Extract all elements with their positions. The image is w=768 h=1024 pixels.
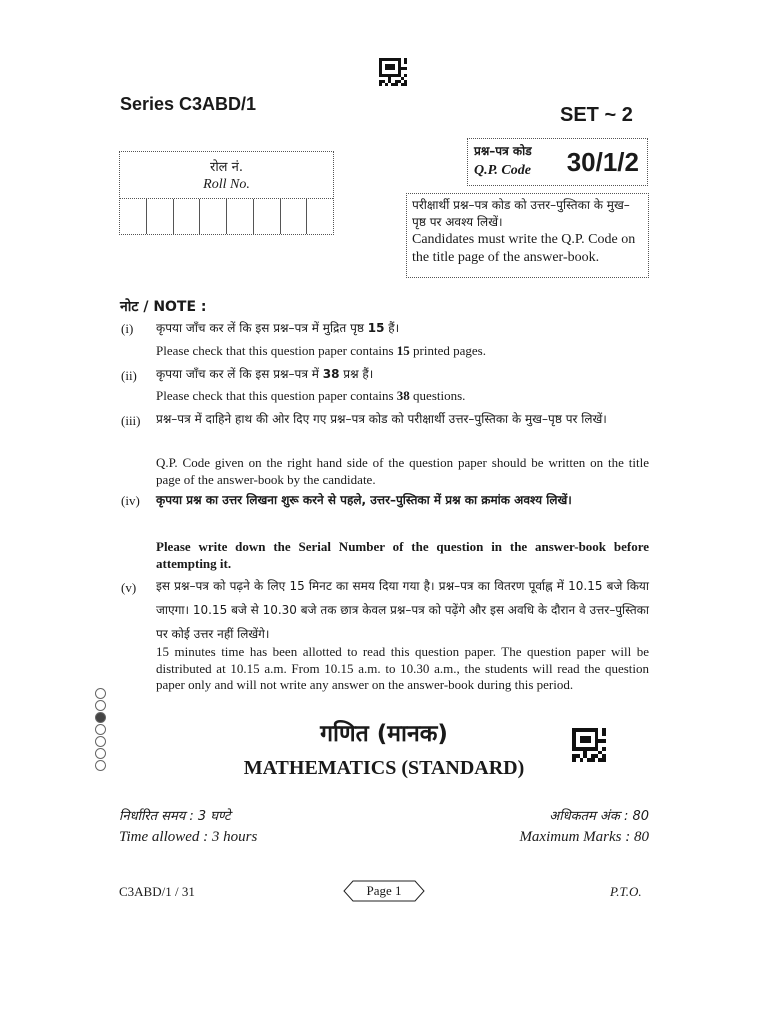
subject-title-english: MATHEMATICS (STANDARD) <box>243 757 525 779</box>
roll-cell[interactable] <box>200 199 227 234</box>
note-count: 38 <box>396 388 410 403</box>
qp-label-hindi: प्रश्न–पत्र कोड <box>474 144 532 158</box>
note-text: questions. <box>409 388 466 403</box>
candidate-instruction-hindi: परीक्षार्थी प्रश्न–पत्र कोड को उत्तर–पुस्तिका के मुख–पृष्ठ पर अवश्य लिखें। <box>412 198 630 229</box>
note-hindi <box>156 362 649 386</box>
note-number: (v) <box>121 580 137 595</box>
qr-code-icon <box>379 58 407 86</box>
note-text: कृपया जाँच कर लें कि इस प्रश्न–पत्र में मुद्रित पृष्ठ <box>156 321 368 335</box>
note-text: हैं। <box>384 321 400 335</box>
qp-code-value: 30/1/2 <box>566 147 639 177</box>
roll-cell[interactable] <box>254 199 281 234</box>
time-allowed-english: Time allowed : 3 hours <box>119 829 258 845</box>
note-english <box>156 343 649 360</box>
roll-cell[interactable] <box>307 199 333 234</box>
note-text: printed pages. <box>409 343 486 358</box>
time-allowed-hindi: निर्धारित समय : 3 घण्टे <box>119 809 231 824</box>
roll-cell[interactable] <box>147 199 174 234</box>
max-marks-hindi: अधिकतम अंक : 80 <box>549 809 649 824</box>
page-indicator <box>343 880 425 902</box>
note-number: (iii) <box>121 413 141 428</box>
roll-label-english: Roll No. <box>203 177 250 192</box>
roll-number-cells <box>120 198 333 234</box>
note-count: 15 <box>367 321 385 335</box>
note-number: (ii) <box>121 368 137 383</box>
roll-number-box <box>119 151 334 235</box>
candidate-instruction-box <box>406 193 649 278</box>
note-text: Please check that this question paper contains <box>156 388 397 403</box>
note-english: Q.P. Code given on the right hand side of the question paper should be written on the title page of the answer-book by the candidate. <box>156 455 649 487</box>
note-hindi: इस प्रश्न–पत्र को पढ़ने के लिए 15 मिनट का समय दिया गया है। प्रश्न–पत्र का वितरण पूर्वाह्न में 10.15 बजे किया जाएगा। 10.15 बजे से 10.30 बजे तक छात्र केवल प्रश्न–पत्र को पढ़ेंगे और इस अवधि के दौरान वे उत्तर–पुस्तिका पर कोई उत्तर नहीं लिखेंगे। <box>156 579 649 641</box>
subject-title-hindi: गणित (मानक) <box>320 721 448 747</box>
series-code: Series C3ABD/1 <box>120 94 257 114</box>
note-text: कृपया जाँच कर लें कि इस प्रश्न–पत्र में <box>156 367 323 381</box>
note-count: 38 <box>322 367 340 381</box>
note-text: प्रश्न हैं। <box>339 367 374 381</box>
note-text: Please check that this question paper contains <box>156 343 397 358</box>
paper-code-footer: C3ABD/1 / 31 <box>119 884 195 899</box>
set-number: SET ~ 2 <box>560 104 633 126</box>
note-hindi <box>156 316 649 340</box>
candidate-instruction-english: Candidates must write the Q.P. Code on the title page of the answer-book. <box>412 232 636 265</box>
note-english <box>156 388 649 405</box>
note-hindi: कृपया प्रश्न का उत्तर लिखना शुरू करने से पहले, उत्तर–पुस्तिका में प्रश्न का क्रमांक अवश्य लिखें। <box>156 493 572 507</box>
roll-cell[interactable] <box>281 199 308 234</box>
note-number: (i) <box>121 321 134 336</box>
note-hindi: प्रश्न–पत्र में दाहिने हाथ की ओर दिए गए प्रश्न–पत्र कोड को परीक्षार्थी उत्तर–पुस्तिका के मुख–पृष्ठ पर लिखें। <box>156 412 607 426</box>
note-count: 15 <box>396 343 410 358</box>
pto-label: P.T.O. <box>610 884 642 899</box>
note-number: (iv) <box>121 493 140 508</box>
roll-label-hindi: रोल नं. <box>210 160 243 175</box>
max-marks-english: Maximum Marks : 80 <box>519 829 649 845</box>
note-english: 15 minutes time has been allotted to read this question paper. The question paper will be distributed at 10.15 a.m. From 10.15 a.m. to 10.30 a.m., the students will read the question paper only and will not write any answer on the answer-book during this period. <box>156 644 649 692</box>
note-english: Please write down the Serial Number of the question in the answer-book before attempting it. <box>156 539 649 571</box>
roll-cell[interactable] <box>227 199 254 234</box>
roll-cell[interactable] <box>174 199 201 234</box>
page-number: Page 1 <box>366 883 402 898</box>
note-heading: नोट / NOTE : <box>120 299 207 315</box>
qp-code-box <box>467 138 648 186</box>
roll-cell[interactable] <box>120 199 147 234</box>
qp-label-english: Q.P. Code <box>474 163 531 178</box>
